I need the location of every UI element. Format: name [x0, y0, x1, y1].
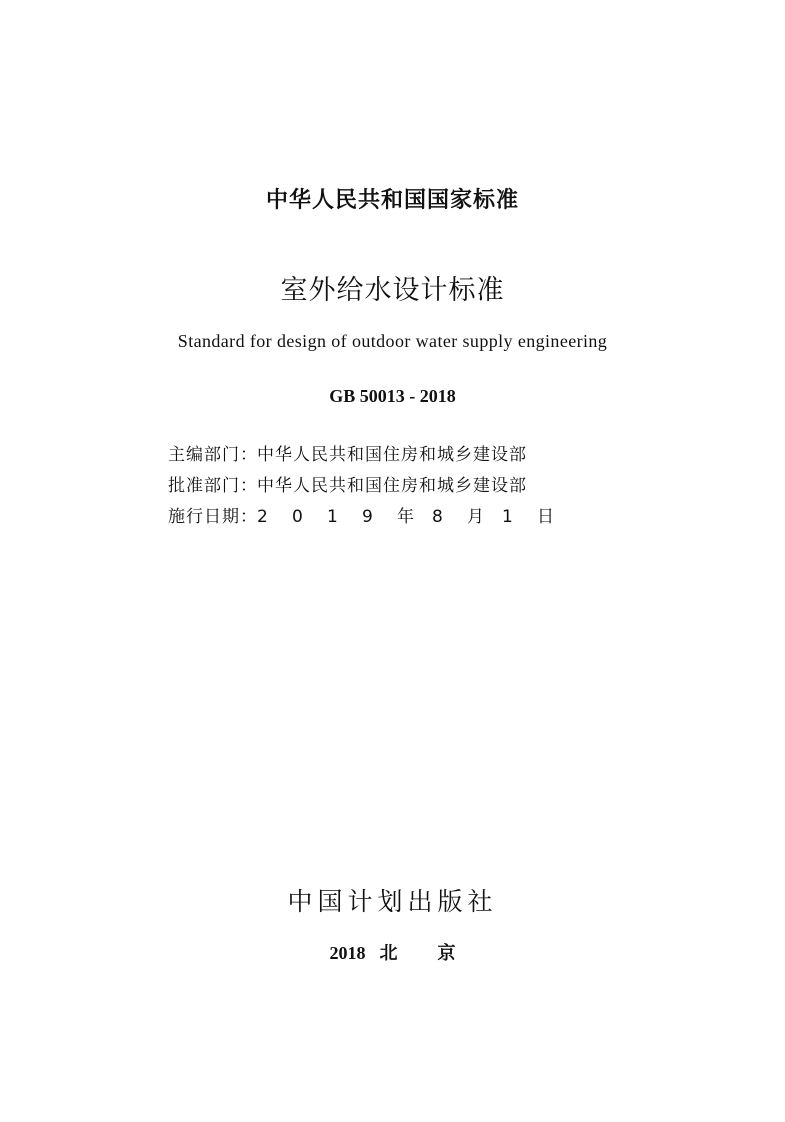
chief-editor-value: 中华人民共和国住房和城乡建设部 [257, 445, 527, 465]
approval-row [168, 471, 572, 502]
date-char: 8 [432, 507, 443, 527]
publisher: 中国计划出版社 [287, 887, 498, 916]
publication-city-part2: 京 [437, 943, 456, 964]
chief-editor-separator: ： [240, 445, 257, 465]
publication-place [0, 939, 785, 965]
series-title: 中华人民共和国国家标准 [265, 188, 519, 213]
date-char: 日 [537, 507, 554, 527]
effective-date-separator: ： [240, 507, 257, 527]
date-char: 9 [362, 507, 373, 527]
effective-date-label: 施行日期 [168, 507, 240, 527]
approval-label: 批准部门 [168, 476, 240, 496]
date-char: 0 [292, 507, 303, 527]
effective-date-value [257, 502, 572, 533]
publication-year: 2018 [329, 943, 366, 963]
issuing-info [168, 440, 572, 533]
effective-date-row [168, 502, 572, 533]
chief-editor-row [168, 440, 572, 471]
standard-number: GB 50013 - 2018 [329, 386, 456, 406]
date-char: 2 [257, 507, 268, 527]
approval-value: 中华人民共和国住房和城乡建设部 [257, 476, 527, 496]
standard-title-cn: 室外给水设计标准 [280, 275, 505, 306]
date-char: 1 [502, 507, 513, 527]
publication-city-part1: 北 [379, 943, 398, 964]
date-char: 月 [467, 507, 484, 527]
chief-editor-label: 主编部门 [168, 445, 240, 465]
approval-separator: ： [240, 476, 257, 496]
date-char: 年 [397, 507, 414, 527]
standard-title-en: Standard for design of outdoor water supply engineering [177, 331, 608, 351]
date-char: 1 [327, 507, 338, 527]
